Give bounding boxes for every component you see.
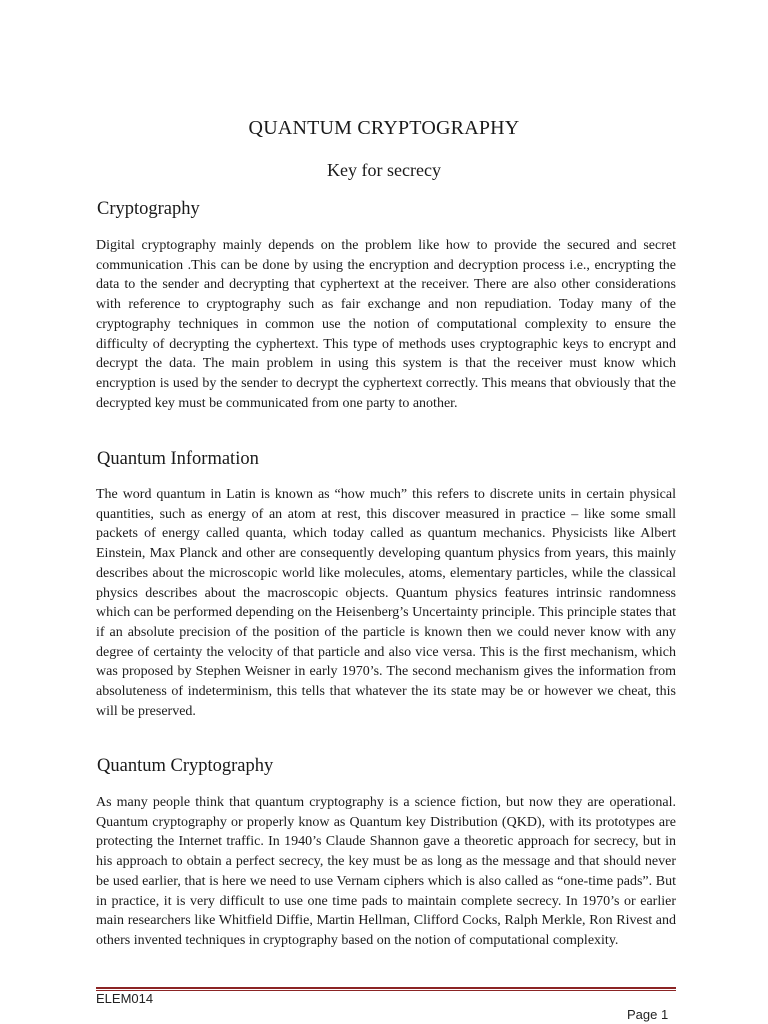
section-body-cryptography: Digital cryptography mainly depends on the problem like how to provide the secured and secret communication .This can be done by using the encryption and decryption process i.e., encrypting the data to the sender and decrypting that cyphertext at the receiver. There are also other considerations with reference to cryptography such as fair exchange and non repudiation. Today many of the cryptography techniques in common use the notion of computational complexity to ensure the difficulty of decrypting the cyphertext. This type of methods uses cryptographic keys to encrypt and decrypt the data. The main problem in using this system is that the receiver must know which encryption is used by the sender to decrypt the cyphertext correctly. This means that obviously that the decrypted key must be communicated from one party to another. bbox=[96, 238, 676, 411]
footer-code: ELEM014 bbox=[96, 991, 154, 1006]
section-heading-quantum-information: Quantum Information bbox=[97, 449, 259, 469]
section-body-quantum-information: The word quantum in Latin is known as “how much” this refers to discrete units in certain physical quantities, such as energy of an atom at rest, this discover measured in practice – like some small packets of energy called quanta, which today called as quantum mechanics. Physicists like Albert Einstein, Max Planck and other are consequently developing quantum physics from years, this mainly describes about the microscopic world like molecules, atoms, elementary particles, while the classical physics describes about the macroscopic objects. Quantum physics features intrinsic randomness which can be performed depending on the Heisenberg’s Uncertainty principle. This principle states that if an absolute precision of the position of the particle is known then we could never know with any degree of certainty the velocity of that particle and also vice versa. This is the first mechanism, which was proposed by Stephen Weisner in early 1970’s. The second mechanism gives the information from absoluteness of indeterminism, this tells that whatever the its state may be or however we cheat, this will be preserved. bbox=[96, 487, 676, 719]
section-body-quantum-cryptography: As many people think that quantum cryptography is a science fiction, but now they are operational. Quantum cryptography or properly know as Quantum key Distribution (QKD), with its prototypes are protecting the Internet traffic. In 1940’s Claude Shannon gave a theoretic approach for secrecy, but in his approach to obtain a perfect secrecy, the key must be as long as the message and that should never be used earlier, that is here we need to use Vernam ciphers which is also called as “one-time pads”. But in practice, it is very difficult to use one time pads to maintain complete secrecy. In 1970’s or earlier main researchers like Whitfield Diffie, Martin Hellman, Clifford Cocks, Ralph Merkle, Ron Rivest and others invented techniques in cryptography based on the notion of computational complexity. bbox=[96, 795, 676, 948]
footer-rule bbox=[96, 987, 676, 989]
document-title: QUANTUM CRYPTOGRAPHY bbox=[248, 117, 520, 139]
footer-rule-thin bbox=[96, 990, 676, 991]
page-number: Page 1 bbox=[627, 1007, 669, 1022]
section-heading-quantum-cryptography: Quantum Cryptography bbox=[97, 756, 274, 776]
document-subtitle: Key for secrecy bbox=[327, 160, 441, 180]
section-heading-cryptography: Cryptography bbox=[97, 199, 200, 219]
